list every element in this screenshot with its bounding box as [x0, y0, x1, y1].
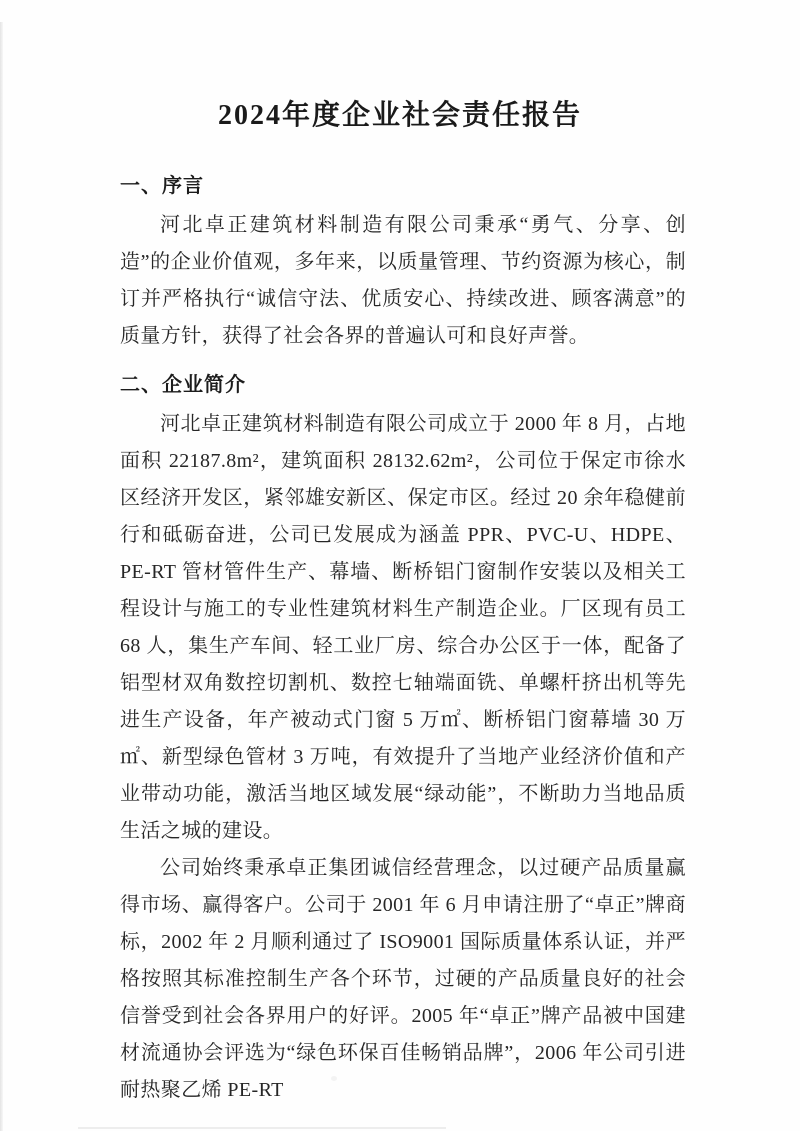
document-title: 2024年度企业社会责任报告 — [217, 100, 582, 131]
document-body — [120, 172, 686, 1109]
paragraph: 公司始终秉承卓正集团诚信经营理念，以过硬产品质量赢得市场、赢得客户。公司于 2001 年 6 月申请注册了“卓正”牌商标，2002 年 2 月顺利通过了 ISO9001 国际质量体系认证，并严格按照其标准控制生产各个环节，过硬的产品质量良好的社会信誉受到社会各界用户的好评。2005 年“卓正”牌产品被中国建材流通协会评选为“绿色环保百佳畅销品牌”，2006 年公司引进耐热聚乙烯 PE-RT — [120, 857, 686, 1101]
scan-edge-artifact — [0, 22, 3, 1131]
scan-smudge-artifact — [331, 1076, 337, 1081]
section-heading: 一、序言 — [120, 175, 204, 197]
scan-bottom-edge-artifact — [78, 1127, 446, 1129]
paragraph: 河北卓正建筑材料制造有限公司成立于 2000 年 8 月，占地面积 22187.8m²，建筑面积 28132.62m²，公司位于保定市徐水区经济开发区，紧邻雄安新区、保定市区。经过 20 余年稳健前行和砥砺奋进，公司已发展成为涵盖 PPR、PVC-U、HDPE、PE-RT 管材管件生产、幕墙、断桥铝门窗制作安装以及相关工程设计与施工的专业性建筑材料生产制造企业。厂区现有员工 68 人，集生产车间、轻工业厂房、综合办公区于一体，配备了铝型材双角数控切割机、数控七轴端面铣、单螺杆挤出机等先进生产设备，年产被动式门窗 5 万㎡、断桥铝门窗幕墙 30 万㎡、新型绿色管材 3 万吨，有效提升了当地产业经济价值和产业带动功能，激活当地区域发展“绿动能”，不断助力当地品质生活之城的建设。 — [120, 413, 686, 842]
paragraph: 河北卓正建筑材料制造有限公司秉承“勇气、分享、创造”的企业价值观，多年来，以质量管理、节约资源为核心，制订并严格执行“诚信守法、优质安心、持续改进、顾客满意”的质量方针，获得了社会各界的普遍认可和良好声誉。 — [120, 214, 686, 347]
section-heading: 二、企业简介 — [120, 374, 246, 396]
